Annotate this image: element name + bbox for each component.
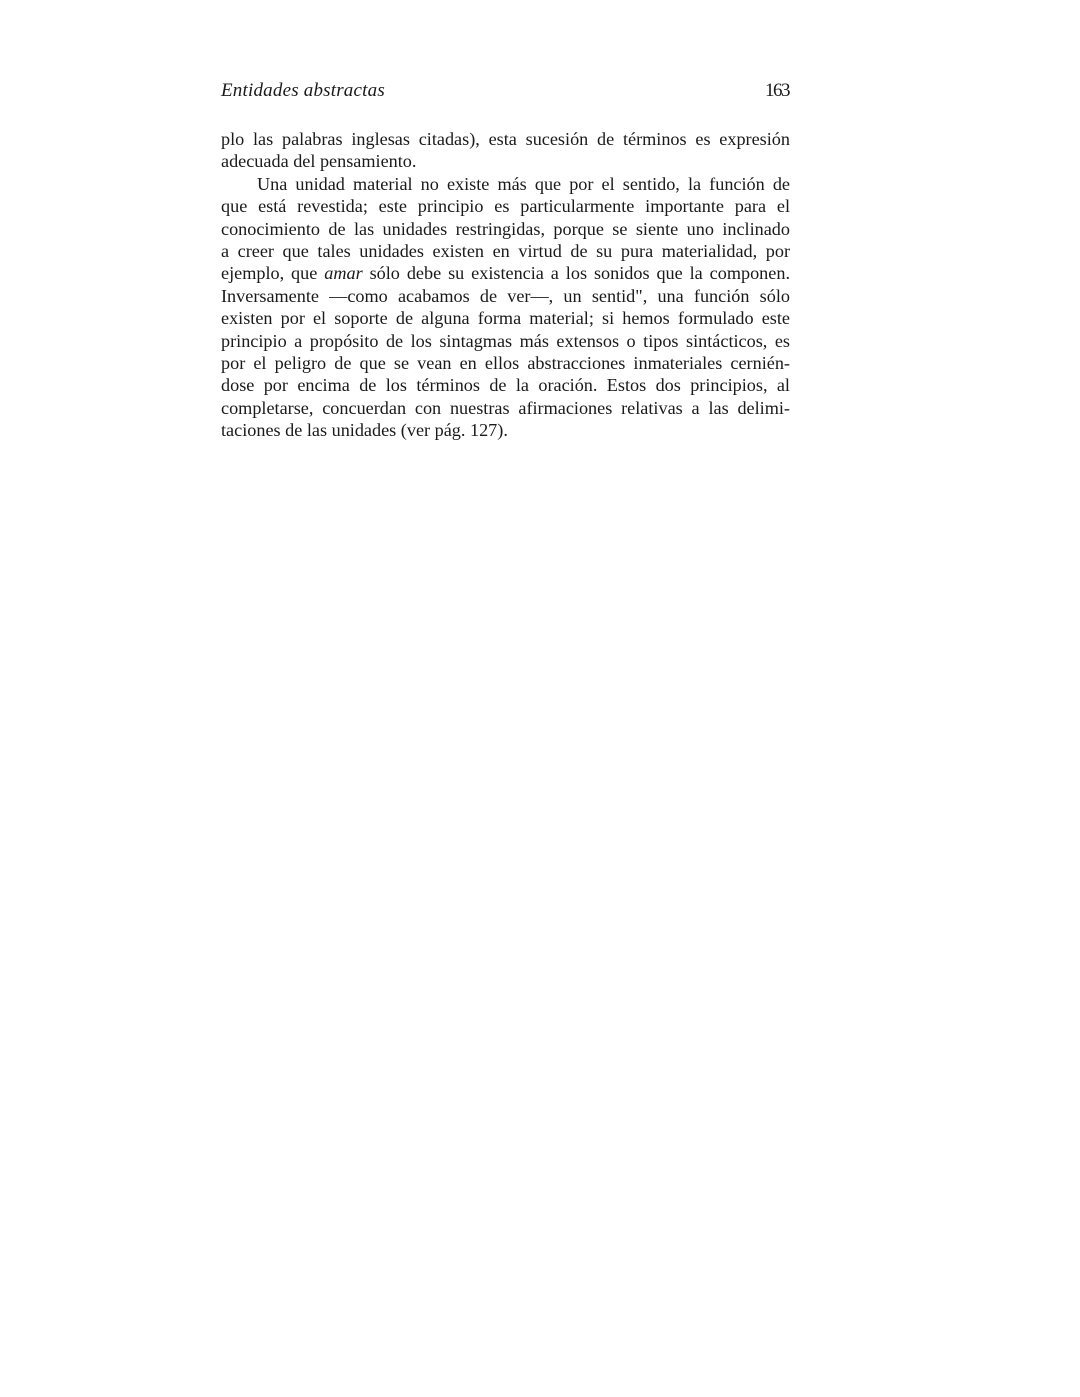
text-line [221, 262, 790, 284]
text-line: Una unidad material no existe más que por el sentido, la función de [257, 173, 790, 194]
text-line: dose por encima de los términos de la oración. Estos dos principios, al [221, 375, 790, 396]
text-line: plo las palabras inglesas citadas), esta sucesión de términos es expresión [221, 129, 790, 149]
text-line: que está revestida; este principio es particularmente importante para el [221, 196, 790, 217]
text-line: taciones de las unidades (ver pág. 127). [221, 420, 508, 441]
paragraph [221, 173, 790, 442]
text-line: a creer que tales unidades existen en virtud de su pura materialidad, por [221, 241, 790, 262]
running-title: Entidades abstractas [221, 80, 385, 101]
text-line: Inversamente —como acabamos de ver—, un sentid", una función sólo [221, 285, 790, 306]
body-text [221, 128, 790, 442]
text-span: ejemplo, que [221, 263, 325, 284]
paragraph-continuation [221, 128, 790, 173]
book-page [221, 80, 790, 442]
text-line: principio a propósito de los sintagmas más extensos o tipos sintácticos, es [221, 330, 790, 351]
text-line: por el peligro de que se vean en ellos abstracciones inmateriales cernién- [221, 353, 790, 374]
text-line: adecuada del pensamiento. [221, 151, 417, 172]
italic-term: amar [324, 263, 363, 284]
text-span: sólo debe su existencia a los sonidos que la componen. [362, 263, 790, 284]
text-line: conocimiento de las unidades restringidas, porque se siente uno inclinado [221, 218, 790, 239]
text-line: existen por el soporte de alguna forma material; si hemos formulado este [221, 308, 790, 329]
page-number: 163 [765, 80, 789, 101]
text-line: completarse, concuerdan con nuestras afirmaciones relativas a las delimi- [221, 397, 790, 418]
running-head [221, 80, 790, 108]
